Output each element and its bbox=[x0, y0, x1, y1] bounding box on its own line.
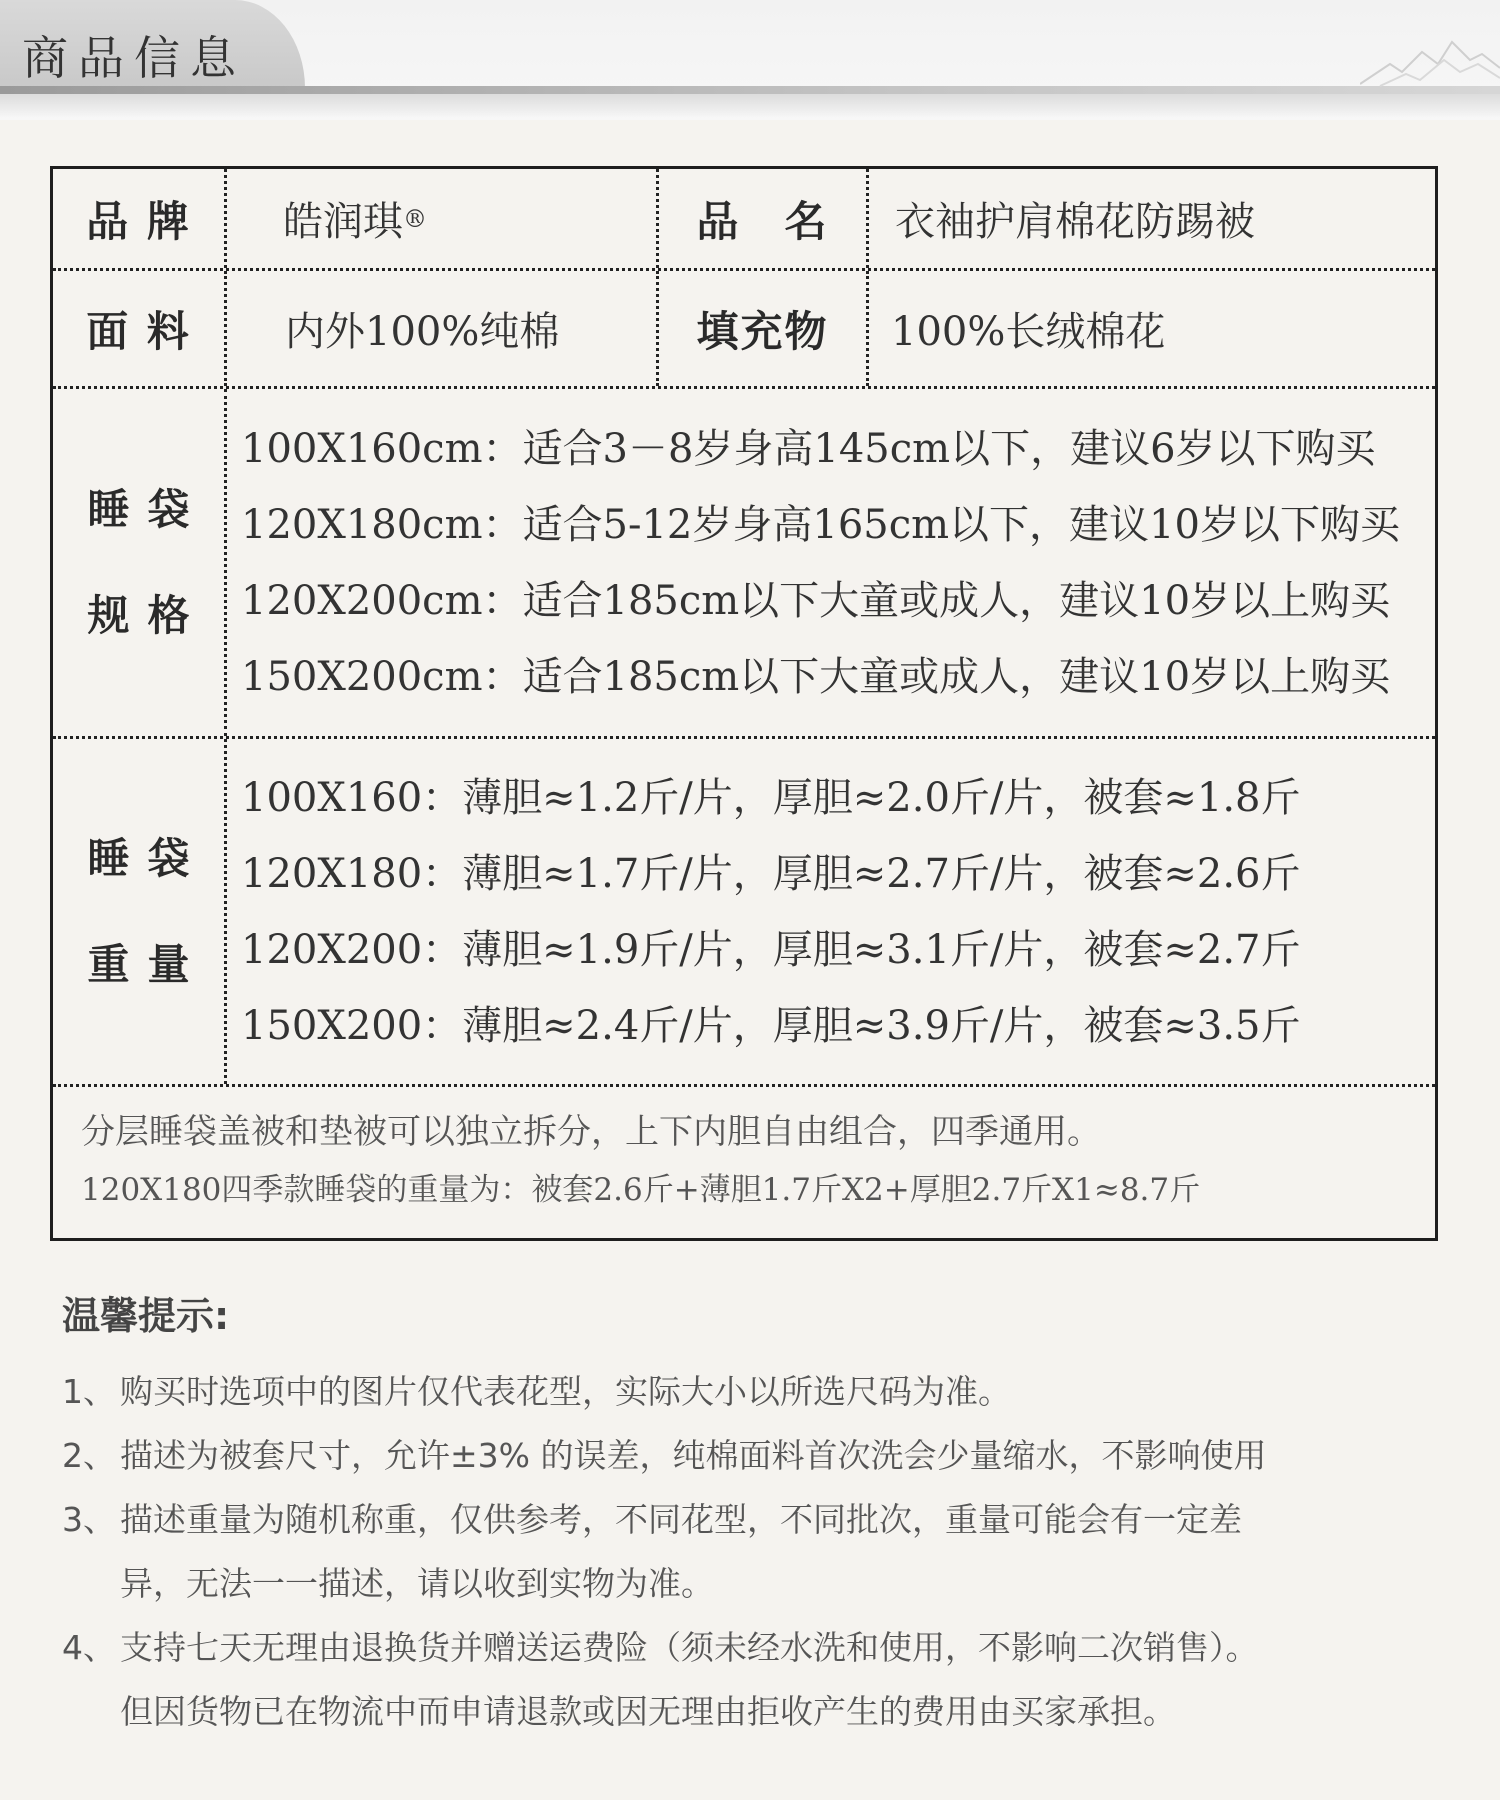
weight-label bbox=[53, 739, 227, 1084]
size-label-line: 规格 bbox=[87, 590, 208, 640]
tip-number: 2、 bbox=[62, 1436, 116, 1475]
note-line: 120X180四季款睡袋的重量为：被套2.6斤+薄胆1.7斤X2+厚胆2.7斤X1≈8.7斤 bbox=[81, 1172, 1201, 1208]
tips-title: 温馨提示: bbox=[62, 1294, 230, 1338]
brand-value: 皓润琪 bbox=[283, 199, 403, 245]
filling-value: 100%长绒棉花 bbox=[891, 309, 1166, 355]
weight-line: 120X200：薄胆≈1.9斤/片，厚胆≈3.1斤/片，被套≈2.7斤 bbox=[241, 926, 1301, 973]
size-line: 150X200cm：适合185cm以下大童或成人，建议10岁以上购买 bbox=[241, 653, 1391, 700]
spec-row-weights bbox=[53, 739, 1435, 1087]
filling-label: 填充物 bbox=[659, 271, 869, 386]
header-shadow bbox=[0, 94, 1500, 118]
tip-line: 支持七天无理由退换货并赠送运费险（须未经水洗和使用，不影响二次销售）。 bbox=[120, 1628, 1259, 1667]
weight-label-line: 睡袋 bbox=[87, 833, 208, 883]
brand-label: 品 牌 bbox=[53, 169, 227, 268]
tip-item bbox=[62, 1424, 1462, 1488]
spec-row-sizes bbox=[53, 389, 1435, 739]
size-line: 100X160cm：适合3－8岁身高145cm以下，建议6岁以下购买 bbox=[241, 425, 1376, 472]
tip-line: 描述为被套尺寸，允许±3% 的误差，纯棉面料首次洗会少量缩水，不影响使用 bbox=[120, 1436, 1267, 1475]
weight-label-line: 重量 bbox=[87, 939, 208, 989]
size-label-line: 睡袋 bbox=[87, 484, 208, 534]
weight-list bbox=[227, 739, 1435, 1084]
name-value: 衣袖护肩棉花防踢被 bbox=[895, 199, 1255, 245]
section-header bbox=[0, 0, 1500, 120]
header-divider bbox=[0, 86, 1500, 94]
mountain-icon bbox=[1360, 34, 1500, 90]
tip-line: 异，无法一一描述，请以收到实物为准。 bbox=[120, 1564, 714, 1603]
size-line: 120X200cm：适合185cm以下大童或成人，建议10岁以上购买 bbox=[241, 577, 1391, 624]
size-line: 120X180cm：适合5-12岁身高165cm以下，建议10岁以下购买 bbox=[241, 501, 1400, 548]
fabric-label: 面 料 bbox=[53, 271, 227, 386]
tip-line: 描述重量为随机称重，仅供参考，不同花型，不同批次，重量可能会有一定差 bbox=[120, 1500, 1242, 1539]
size-label bbox=[53, 389, 227, 736]
fabric-value: 内外100%纯棉 bbox=[227, 271, 659, 386]
name-label: 品 名 bbox=[659, 169, 869, 268]
registered-mark: ® bbox=[403, 204, 427, 233]
weight-line: 150X200：薄胆≈2.4斤/片，厚胆≈3.9斤/片，被套≈3.5斤 bbox=[241, 1002, 1301, 1049]
tip-number: 3、 bbox=[62, 1500, 116, 1539]
spec-row-brand bbox=[53, 169, 1435, 271]
spec-notes bbox=[53, 1087, 1435, 1238]
tip-item bbox=[62, 1360, 1462, 1424]
tip-number: 4、 bbox=[62, 1628, 116, 1667]
section-title: 商品信息 bbox=[22, 31, 246, 85]
weight-line: 120X180：薄胆≈1.7斤/片，厚胆≈2.7斤/片，被套≈2.6斤 bbox=[241, 850, 1301, 897]
size-list bbox=[227, 389, 1435, 736]
spec-table bbox=[50, 166, 1438, 1241]
note-line: 分层睡袋盖被和垫被可以独立拆分，上下内胆自由组合，四季通用。 bbox=[81, 1112, 1101, 1152]
tip-line: 购买时选项中的图片仅代表花型，实际大小以所选尺码为准。 bbox=[120, 1372, 1011, 1411]
tip-item bbox=[62, 1616, 1462, 1744]
tips-section bbox=[62, 1285, 1462, 1744]
spec-row-fabric bbox=[53, 271, 1435, 389]
tip-number: 1、 bbox=[62, 1372, 116, 1411]
weight-line: 100X160：薄胆≈1.2斤/片，厚胆≈2.0斤/片，被套≈1.8斤 bbox=[241, 774, 1301, 821]
brand-value-cell bbox=[227, 169, 659, 268]
tip-item bbox=[62, 1488, 1462, 1616]
tip-line: 但因货物已在物流中而申请退款或因无理由拒收产生的费用由买家承担。 bbox=[120, 1692, 1176, 1731]
